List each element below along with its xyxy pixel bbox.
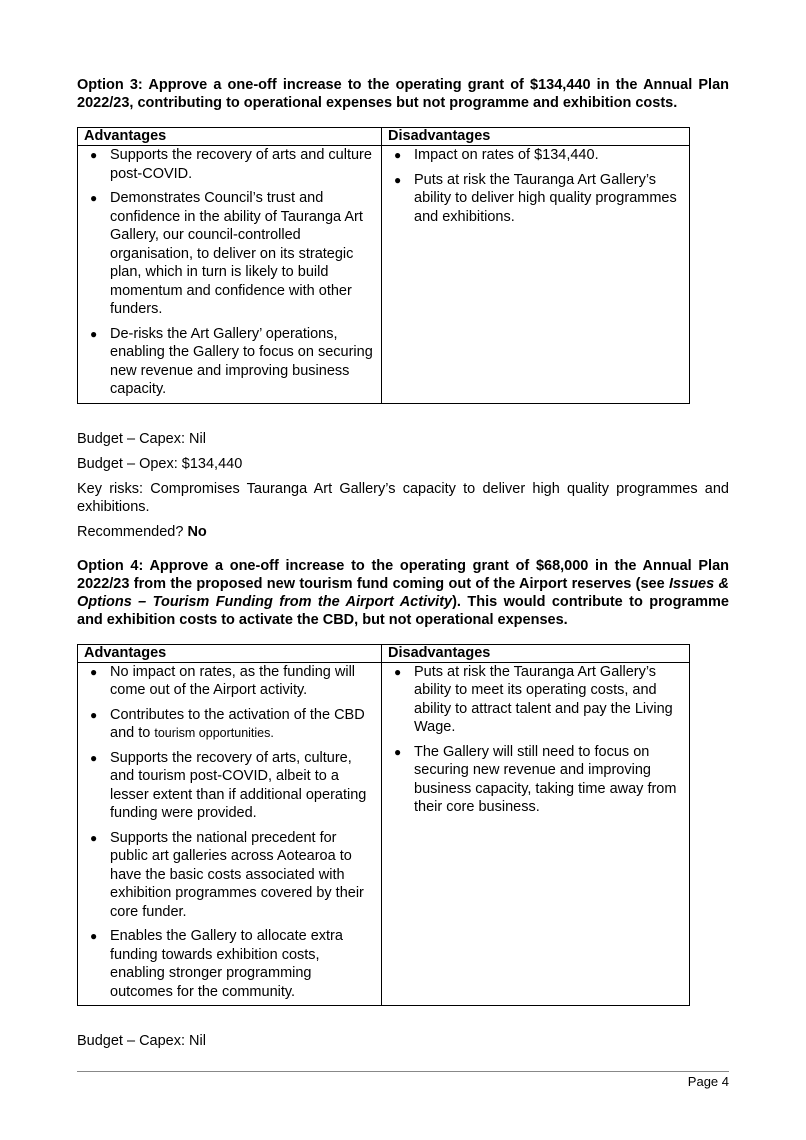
footer-divider	[77, 1071, 729, 1072]
option3-table-body-row	[78, 146, 690, 404]
recommended-label: Recommended?	[77, 523, 184, 540]
option3-heading: Option 3: Approve a one-off increase to the operating grant of $134,440 in the Annual Plan 2022/23, contributing to operational expenses but not programme and exhibition costs.	[77, 77, 729, 111]
option3-key-risks: Key risks: Compromises Tauranga Art Gallery’s capacity to deliver high quality programmes and exhibitions.	[77, 480, 729, 515]
option3-disadvantages-cell	[382, 146, 690, 404]
option4-table	[77, 644, 690, 1007]
option4-heading: Option 4: Approve a one-off increase to the operating grant of $68,000 in the Annual Plan 2022/23 from the proposed new tourism fund coming out of the Airport reserves (see Issues & Options – Tourism Funding from the Airport Activity). This would contribute to programme and exhibition costs to activate the CBD, but not operational expenses.	[77, 557, 729, 628]
option3-budget-capex: Budget – Capex: Nil	[77, 430, 206, 447]
list-item: ● Contributes to the activation of the CBD and to tourism opportunities.	[90, 706, 365, 741]
recommended-value: No	[187, 523, 207, 540]
bullet-icon: ●	[394, 744, 402, 759]
bullet-icon: ●	[90, 830, 98, 845]
option3-budget-opex: Budget – Opex: $134,440	[77, 455, 243, 472]
bullet-icon: ●	[90, 750, 98, 765]
option4-table-body-row	[78, 662, 690, 1006]
bullet-icon: ●	[394, 664, 402, 679]
option4-heading-reference: Issues & Options – Tourism Funding from the Airport Activity	[77, 575, 729, 610]
list-item: ● Supports the recovery of arts, culture, and tourism post-COVID, albeit to a lesser extent than if additional operating funding were provided.	[90, 749, 367, 821]
list-item: ● The Gallery will still need to focus on securing new revenue and improving business capacity, taking time away from their core business.	[394, 743, 677, 815]
option3-table-header-row	[78, 128, 690, 146]
list-item: ● Supports the recovery of arts and culture post-COVID.	[90, 147, 372, 182]
option4-budget-capex: Budget – Capex: Nil	[77, 1033, 206, 1049]
option3-disadvantages-header: Disadvantages	[382, 128, 690, 146]
list-item: ● Supports the national precedent for public art galleries across Aotearoa to have the basic costs associated with exhibition programmes covered by their core funder.	[90, 829, 364, 920]
page-number: Page 4	[687, 1074, 729, 1089]
option3-table	[77, 127, 690, 404]
bullet-icon: ●	[90, 326, 98, 341]
bullet-icon: ●	[90, 929, 98, 943]
option4-advantages-cell	[78, 662, 382, 1006]
option4-advantages-header: Advantages	[78, 644, 382, 662]
list-item: ● Puts at risk the Tauranga Art Gallery’s ability to deliver high quality programmes and exhibitions.	[394, 171, 677, 225]
bullet-icon: ●	[90, 148, 98, 162]
list-item: ● No impact on rates, as the funding will come out of the Airport activity.	[90, 663, 356, 698]
bullet-icon: ●	[394, 172, 402, 187]
option3-advantages-cell	[78, 146, 382, 404]
option3-advantages-header: Advantages	[78, 128, 382, 146]
list-item: ● Enables the Gallery to allocate extra funding towards exhibition costs, enabling stronger programming outcomes for the community.	[90, 928, 343, 1000]
bullet-icon: ●	[90, 191, 98, 205]
bullet-icon: ●	[394, 148, 402, 162]
list-item: ● Impact on rates of $134,440.	[394, 147, 599, 163]
list-item: ● Puts at risk the Tauranga Art Gallery’s ability to meet its operating costs, and ability to attract talent and pay the Living Wage.	[394, 663, 673, 735]
bullet-icon: ●	[90, 707, 98, 722]
list-item: ● De-risks the Art Gallery’ operations, enabling the Gallery to focus on securing new revenue and improving business capacity.	[90, 325, 373, 397]
list-item: ● Demonstrates Council’s trust and confidence in the ability of Tauranga Art Gallery, our council-controlled organisation, to deliver on its strategic plan, which in turn is likely to build momentum and confidence with other funders.	[90, 190, 363, 317]
document-page	[77, 76, 729, 1057]
option4-disadvantages-cell	[382, 662, 690, 1006]
option4-table-header-row	[78, 644, 690, 662]
option4-disadvantages-header: Disadvantages	[382, 644, 690, 662]
bullet-icon: ●	[90, 664, 98, 679]
option3-recommended	[77, 523, 729, 541]
